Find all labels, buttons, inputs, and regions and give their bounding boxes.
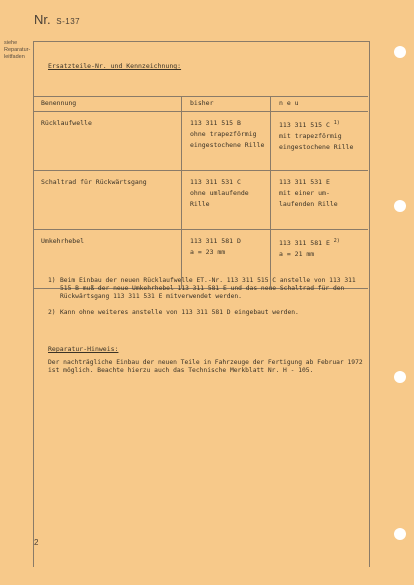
new-part-desc: laufenden Rille [279,200,338,208]
footnote-marker: 2) [48,309,56,316]
bulletin-number [34,12,80,27]
old-part-number: 113 311 531 C [190,178,241,186]
side-note [4,40,30,61]
part-name: Schaltrad für Rückwärtsgang [33,171,182,230]
new-part-number: 113 311 515 C [279,121,330,129]
repair-hint-title: Reparatur-Hinweis: [48,345,119,353]
column-header-new: n e u [271,97,369,112]
new-part-cell [271,112,369,171]
old-part-desc: a = 23 mm [190,248,226,256]
table-header-row [33,97,368,112]
old-part-number: 113 311 581 D [190,237,241,245]
old-part-cell [182,171,271,230]
footnote [48,309,363,317]
part-name: Umkehrhebel [33,230,182,289]
punch-hole [394,46,406,58]
old-part-desc: ohne umlaufende [190,189,249,197]
page-number: 2 [34,538,39,547]
new-part-desc: mit trapezförmig [279,132,342,140]
table-row [33,112,368,171]
repair-hint-body: Der nachträgliche Einbau der neuen Teile in Fahrzeuge der Fertigung ab Februar 1972 ist möglich. Beachte hierzu auch das Technische Merkblatt Nr. H - 105. [48,359,363,374]
punch-hole [394,200,406,212]
old-part-cell [182,112,271,171]
footnote-text: Kann ohne weiteres anstelle von 113 311 581 D eingebaut werden. [60,309,299,316]
column-header-old: bisher [182,97,271,112]
footnotes [48,277,363,325]
old-part-number: 113 311 515 B [190,119,241,127]
old-part-desc: eingestochene Rille [190,141,265,149]
new-part-number: 113 311 581 E [279,239,330,247]
part-name: Rücklaufwelle [33,112,182,171]
footnote-marker: 1) [48,277,56,284]
column-header-name: Benennung [33,97,182,112]
side-note-line: leitfaden [4,54,25,60]
new-part-number: 113 311 531 E [279,178,330,186]
side-note-line: siehe [4,40,18,46]
footnote-text: Beim Einbau der neuen Rücklaufwelle ET.-Nr. 113 311 515 C anstelle von 113 311 515 B muß der neue Umkehrhebel 113 311 581 E und das neue Schaltrad für den Rückwärtsgang 113 311 531 E mitverwendet werden. [60,277,356,300]
new-part-cell [271,171,369,230]
footnote-ref: 2) [333,238,340,244]
section-title: Ersatzteile-Nr. und Kennzeichnung: [48,62,182,70]
new-part-desc: mit einer um- [279,189,330,197]
new-part-desc: a = 21 mm [279,250,315,258]
footnote [48,277,363,301]
old-part-desc: Rille [190,200,210,208]
bulletin-number-value: S-137 [56,17,81,26]
footnote-ref: 1) [333,120,340,126]
table-row [33,171,368,230]
old-part-desc: ohne trapezförmig [190,130,257,138]
punch-hole [394,528,406,540]
punch-hole [394,371,406,383]
bulletin-number-prefix: Nr. [34,12,51,27]
side-note-line: Reparatur- [4,47,31,53]
parts-table [33,96,368,289]
new-part-desc: eingestochene Rille [279,143,354,151]
